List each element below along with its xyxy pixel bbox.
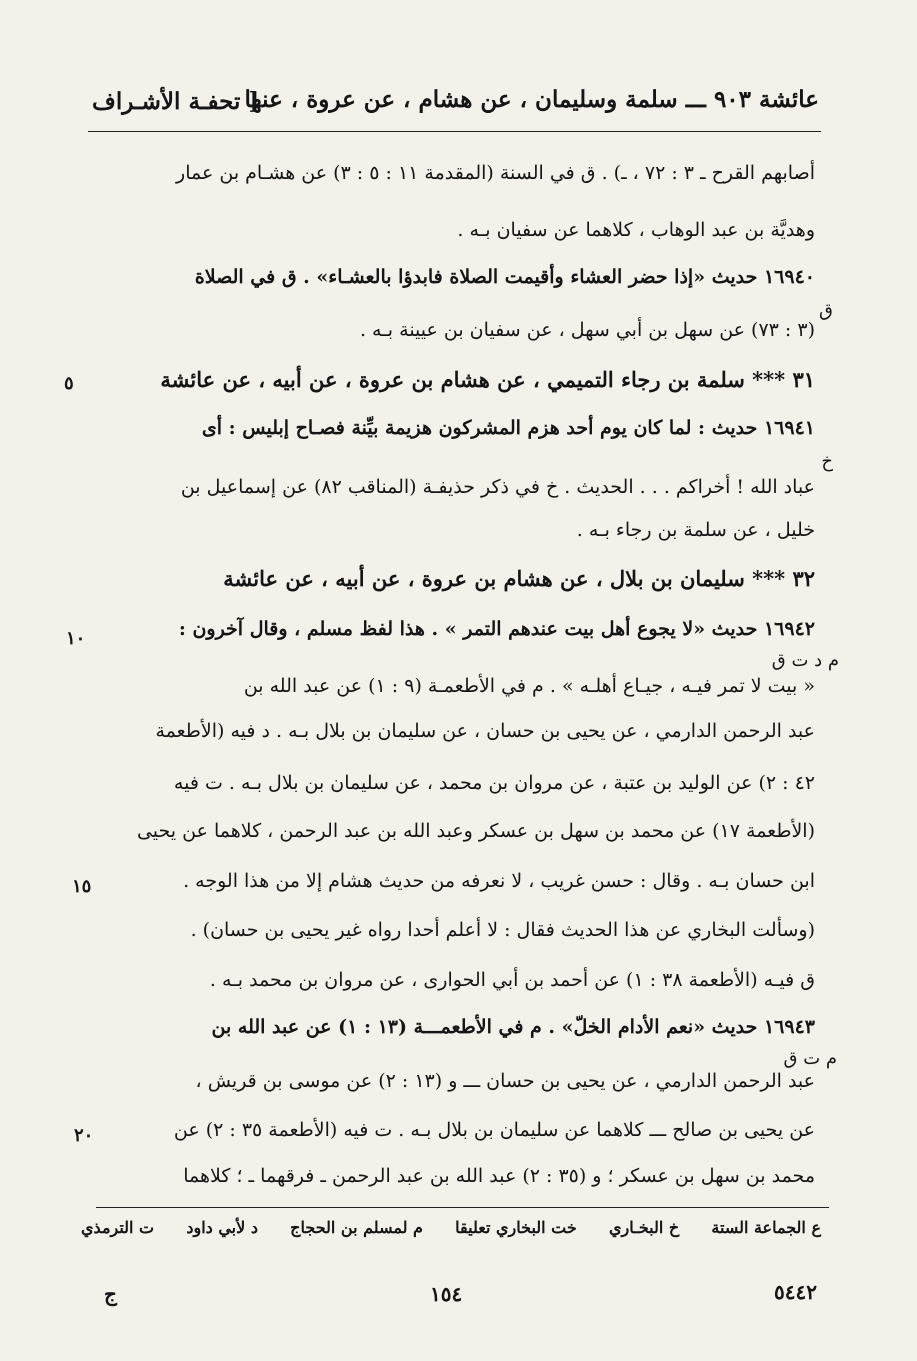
legend-item: خت البخاري تعليقا: [455, 1218, 577, 1237]
header-divider: [88, 131, 821, 132]
legend-item: ت الترمذي: [81, 1218, 155, 1237]
text-line: محمد بن سهل بن عسكر ؛ و (٣٥ : ٢) عبد الله بن عبد الرحمن ـ فرقهما ـ ؛ كلاهما: [183, 1165, 815, 1187]
footer-divider: [96, 1207, 829, 1208]
text-line: وهديَّة بن عبد الوهاب ، كلاهما عن سفيان بـه .: [457, 219, 815, 241]
margin-siglum-16941: خ: [821, 451, 833, 472]
margin-siglum-16943: م ت ق: [783, 1048, 837, 1069]
text-line: عباد الله ! أخراكم . . . الحديث . خ في ذكر حذيفـة (المناقب ٨٢) عن إسماعيل بن: [180, 476, 815, 498]
hadith-16941: ١٦٩٤١ حديث : لما كان يوم أحد هزم المشركون هزيمة بيِّنة فصـاح إبليس : أى: [201, 417, 815, 439]
text-line: « بيت لا تمر فيـه ، جيـاع أهلـه » . م في الأطعمـة (٩ : ١) عن عبد الله بن: [243, 675, 815, 697]
text-line: ابن حسان بـه . وقال : حسن غريب ، لا نعرفه من حديث هشام إلا من هذا الوجه .: [183, 870, 815, 892]
text-line: خليل ، عن سلمة بن رجاء بـه .: [576, 519, 815, 541]
page-number: ١٥٤: [430, 1282, 463, 1306]
legend-item: ع الجماعة الستة: [711, 1218, 821, 1237]
line-number-20: ٢٠: [74, 1125, 94, 1146]
margin-siglum-16942: م د ت ق: [771, 650, 839, 671]
signature-mark: ج: [104, 1282, 117, 1306]
text-line: ق فيـه (الأطعمة ٣٨ : ١) عن أحمد بن أبي الحوارى ، عن مروان بن محمد بـه .: [209, 969, 815, 991]
line-number-5: ٥: [64, 373, 74, 394]
legend-item: خ البخـاري: [609, 1218, 680, 1237]
text-line: عبد الرحمن الدارمي ، عن يحيى بن حسان ـــ و (١٣ : ٢) عن موسى بن قريش ،: [195, 1070, 815, 1092]
margin-siglum-16940: ق: [819, 300, 833, 321]
text-line: عن يحيى بن صالح ـــ كلاهما عن سليمان بن بلال بـه . ت فيه (الأطعمة ٣٥ : ٢) عن: [173, 1119, 815, 1141]
text-line: (الأطعمة ١٧) عن محمد بن سهل بن عسكر وعبد الله بن عبد الرحمن ، كلاهما عن يحيى: [136, 820, 815, 842]
text-line: ٤٢ : ٢) عن الوليد بن عتبة ، عن مروان بن محمد ، عن سليمان بن بلال بـه . ت فيه: [173, 772, 815, 794]
chain-heading-31: ٣١ *** سلمة بن رجاء التميمي ، عن هشام بن عروة ، عن أبيه ، عن عائشة: [160, 367, 815, 392]
running-title: عائشة ٩٠٣ ـــ سلمة وسليمان ، عن هشام ، عن عروة ، عنها: [244, 86, 819, 113]
sigla-legend: [81, 1218, 821, 1237]
text-line: (٣ : ٧٣) عن سهل بن أبي سهل ، عن سفيان بن عيينة بـه .: [359, 319, 815, 341]
hadith-count-folio: ٥٤٤٢: [774, 1280, 817, 1304]
hadith-16940: ١٦٩٤٠ حديث «إذا حضر العشاء وأقيمت الصلاة فابدؤا بالعشـاء» . ق في الصلاة: [194, 266, 815, 288]
book-title: [ تحفـة الأشـراف: [92, 88, 260, 115]
text-line: عبد الرحمن الدارمي ، عن يحيى بن حسان ، عن سليمان بن بلال بـه . د فيه (الأطعمة: [155, 720, 815, 742]
hadith-16943: ١٦٩٤٣ حديث «نعم الأدام الخلّ» . م في الأطعمـــة (١٣ : ١) عن عبد الله بن: [211, 1016, 815, 1038]
text-line: أصابهم القرح ـ ٣ : ٧٢ ، ـ) . ق في السنة (المقدمة ١١ : ٥ : ٣) عن هشـام بن عمار: [176, 162, 815, 184]
text-line: (وسألت البخاري عن هذا الحديث فقال : لا أعلم أحدا رواه غير يحيى بن حسان) .: [190, 919, 815, 941]
line-number-15: ١٥: [72, 876, 92, 897]
chain-heading-32: ٣٢ *** سليمان بن بلال ، عن هشام بن عروة ، عن أبيه ، عن عائشة: [223, 566, 815, 591]
legend-item: م لمسلم بن الحجاج: [290, 1218, 423, 1237]
line-number-10: ١٠: [66, 628, 86, 649]
hadith-16942: ١٦٩٤٢ حديث «لا يجوع أهل بيت عندهم التمر » . هذا لفظ مسلم ، وقال آخرون :: [178, 618, 815, 640]
legend-item: د لأبي داود: [186, 1218, 258, 1237]
